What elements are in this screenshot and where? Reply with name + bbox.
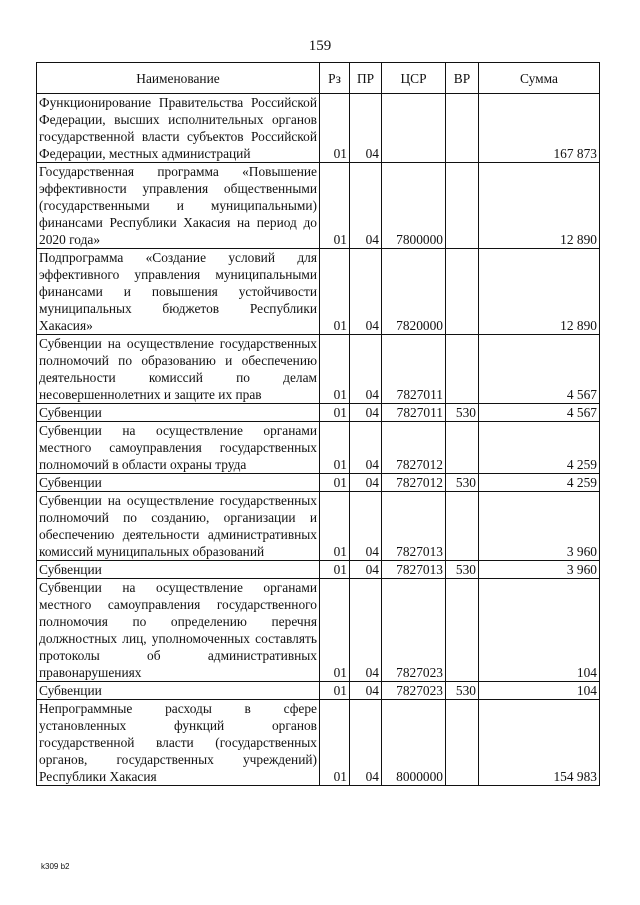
row-name: Субвенции на осуществление государственных полномочий по образованию и обеспечению деятельности комиссий по делам несовершеннолетних и защите их прав [37, 335, 320, 404]
row-vr: 530 [446, 561, 479, 579]
row-rz: 01 [320, 94, 350, 163]
row-pr: 04 [350, 422, 382, 474]
table-row [37, 94, 600, 163]
row-sum: 167 873 [479, 94, 600, 163]
table-header-row [37, 63, 600, 94]
row-vr [446, 579, 479, 682]
row-vr [446, 492, 479, 561]
row-sum: 104 [479, 682, 600, 700]
row-pr: 04 [350, 579, 382, 682]
row-name: Субвенции на осуществление органами местного самоуправления государственных полномочий в области охраны труда [37, 422, 320, 474]
row-rz: 01 [320, 163, 350, 249]
row-pr: 04 [350, 163, 382, 249]
header-csr: ЦСР [382, 63, 446, 94]
table-row [37, 700, 600, 786]
table-row [37, 682, 600, 700]
row-rz: 01 [320, 404, 350, 422]
row-csr: 7827012 [382, 422, 446, 474]
row-csr [382, 94, 446, 163]
row-vr [446, 163, 479, 249]
row-csr: 7800000 [382, 163, 446, 249]
row-vr [446, 700, 479, 786]
row-vr: 530 [446, 404, 479, 422]
row-vr [446, 335, 479, 404]
row-vr [446, 249, 479, 335]
row-pr: 04 [350, 700, 382, 786]
row-pr: 04 [350, 249, 382, 335]
row-csr: 7827012 [382, 474, 446, 492]
header-vr: ВР [446, 63, 479, 94]
row-pr: 04 [350, 94, 382, 163]
row-pr: 04 [350, 474, 382, 492]
row-pr: 04 [350, 492, 382, 561]
row-vr: 530 [446, 474, 479, 492]
row-name: Субвенции [37, 474, 320, 492]
row-csr: 7820000 [382, 249, 446, 335]
row-csr: 7827023 [382, 682, 446, 700]
row-pr: 04 [350, 404, 382, 422]
row-name: Субвенции на осуществление органами местного самоуправления государственного полномочия по определению перечня должностных лиц, уполномоченных составлять протоколы об административных правонарушениях [37, 579, 320, 682]
header-name: Наименование [37, 63, 320, 94]
row-vr [446, 94, 479, 163]
row-csr: 7827013 [382, 492, 446, 561]
row-rz: 01 [320, 249, 350, 335]
row-sum: 12 890 [479, 163, 600, 249]
footer-code: k309 b2 [41, 862, 70, 871]
row-csr: 8000000 [382, 700, 446, 786]
row-rz: 01 [320, 579, 350, 682]
row-rz: 01 [320, 700, 350, 786]
row-sum: 12 890 [479, 249, 600, 335]
row-rz: 01 [320, 492, 350, 561]
table-row [37, 404, 600, 422]
row-pr: 04 [350, 561, 382, 579]
row-pr: 04 [350, 335, 382, 404]
row-name: Субвенции [37, 404, 320, 422]
table-row [37, 422, 600, 474]
row-sum: 104 [479, 579, 600, 682]
row-rz: 01 [320, 682, 350, 700]
row-sum: 154 983 [479, 700, 600, 786]
row-sum: 3 960 [479, 492, 600, 561]
row-name: Подпрограмма «Создание условий для эффективного управления муниципальными финансами и повышения устойчивости муниципальных бюджетов Республики Хакасия» [37, 249, 320, 335]
header-sum: Сумма [479, 63, 600, 94]
table-row [37, 492, 600, 561]
row-csr: 7827011 [382, 335, 446, 404]
page-number: 159 [308, 38, 332, 54]
row-rz: 01 [320, 422, 350, 474]
table-row [37, 474, 600, 492]
row-name: Непрограммные расходы в сфере установленных функций органов государственной власти (государственных органов, государственных учреждений) Республики Хакасия [37, 700, 320, 786]
row-rz: 01 [320, 561, 350, 579]
row-csr: 7827011 [382, 404, 446, 422]
budget-table [36, 62, 600, 786]
header-rz: Рз [320, 63, 350, 94]
table-row [37, 163, 600, 249]
row-name: Субвенции на осуществление государственных полномочий по созданию, организации и обеспечению деятельности административных комиссий муниципальных образований [37, 492, 320, 561]
table-row [37, 335, 600, 404]
table-row [37, 579, 600, 682]
row-csr: 7827013 [382, 561, 446, 579]
row-rz: 01 [320, 474, 350, 492]
row-sum: 4 567 [479, 335, 600, 404]
row-name: Государственная программа «Повышение эффективности управления общественными (государственными и муниципальными) финансами Республики Хакасия на период до 2020 года» [37, 163, 320, 249]
row-name: Функционирование Правительства Российской Федерации, высших исполнительных органов государственной власти субъектов Российской Федерации, местных администраций [37, 94, 320, 163]
table-row [37, 249, 600, 335]
row-pr: 04 [350, 682, 382, 700]
row-sum: 4 567 [479, 404, 600, 422]
header-pr: ПР [350, 63, 382, 94]
row-name: Субвенции [37, 561, 320, 579]
row-vr [446, 422, 479, 474]
row-sum: 4 259 [479, 474, 600, 492]
row-vr: 530 [446, 682, 479, 700]
row-name: Субвенции [37, 682, 320, 700]
row-sum: 3 960 [479, 561, 600, 579]
row-rz: 01 [320, 335, 350, 404]
row-sum: 4 259 [479, 422, 600, 474]
row-csr: 7827023 [382, 579, 446, 682]
table-row [37, 561, 600, 579]
